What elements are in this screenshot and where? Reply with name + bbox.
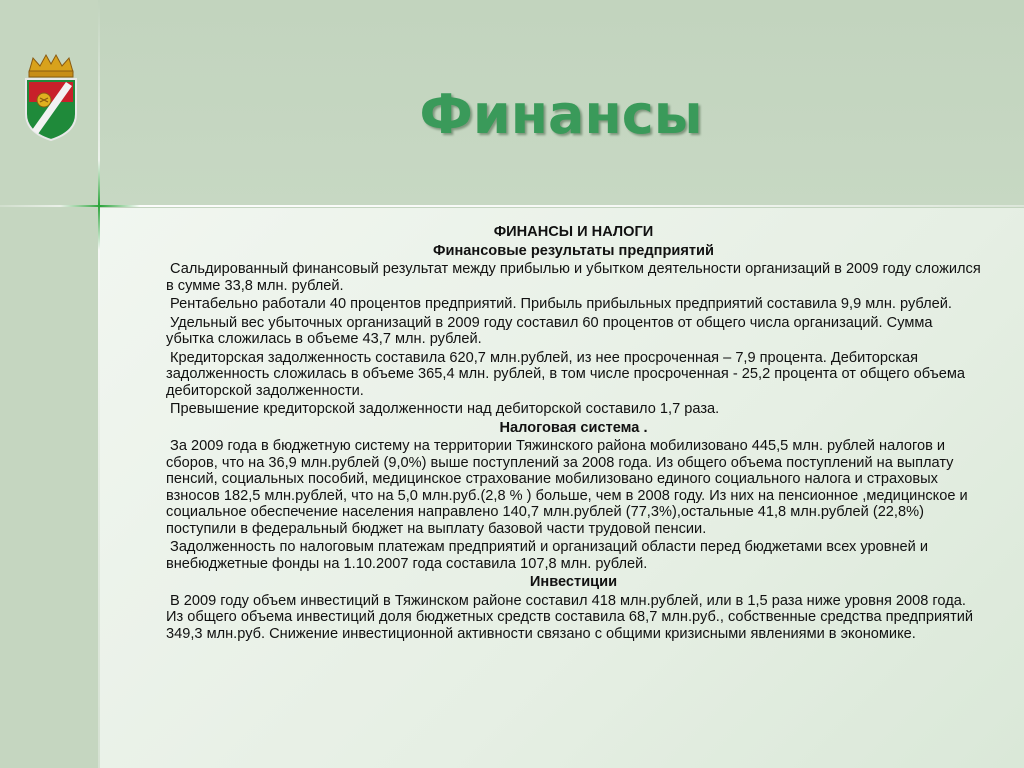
paragraph: Кредиторская задолженность составила 620,7 млн.рублей, из нее просроченная – 7,9 процента. Дебиторская задолженность сложилась в объеме 365,4 млн. рублей, в том числе просроченная - 25,2 процента от общего объема дебиторской задолженности.	[166, 349, 965, 399]
coat-of-arms-icon	[20, 52, 82, 142]
paragraph: Рентабельно работали 40 процентов предприятий. Прибыль прибыльных предприятий составила 9,9 млн. рублей.	[170, 296, 952, 312]
page-title: Финансы	[419, 83, 703, 146]
paragraph: Задолженность по налоговым платежам предприятий и организаций области перед бюджетами всех уровней и внебюджетные фонды на 1.10.2007 года составила 107,8 млн. рублей.	[166, 539, 928, 572]
paragraph: Удельный вес убыточных организаций в 2009 году составил 60 процентов от общего числа организаций. Сумма убытка сложилась в объеме 43,7 млн. рублей.	[166, 314, 933, 347]
tax-heading: Налоговая система .	[499, 419, 648, 436]
section-heading: ФИНАНСЫ И НАЛОГИ	[493, 224, 654, 240]
slide-body	[166, 222, 981, 644]
sparkle-horizontal	[60, 205, 140, 207]
paragraph: За 2009 года в бюджетную систему на территории Тяжинского района мобилизовано 445,5 млн. рублей налогов и сборов, что на 36,9 млн.рублей (9,0%) выше поступлений за 2008 года. Из общего объема поступлений на выплату пенсий, социальных пособий, медицинское страхование мобилизовано единого социального налога и страховых взносов 182,5 млн.рублей, что на 5,0 млн.руб.(2,8 % ) больше, чем в 2008 году. Из них на пенсионное ,медицинское и социальное обеспечение населения направлено 140,7 млн.рублей (77,3%),остальные 41,8 млн.рублей (22,8%) поступили в федеральный бюджет на выплату базовой части трудовой пенсии.	[166, 438, 968, 537]
paragraph: В 2009 году объем инвестиций в Тяжинском районе составил 418 млн.рублей, или в 1,5 раза ниже уровня 2008 года. Из общего объема инвестиций доля бюджетных средств составила 68,7 млн.руб., собственные средства предприятий 349,3 млн.руб. Снижение инвестиционной активности связано с общими кризисными явлениями в экономике.	[166, 592, 974, 642]
paragraph: Сальдированный финансовый результат между прибылью и убытком деятельности организаций в 2009 году сложился в сумме 33,8 млн. рублей.	[166, 261, 981, 294]
horizontal-divider	[0, 205, 1024, 207]
section-subheading: Финансовые результаты предприятий	[433, 242, 714, 259]
paragraph: Превышение кредиторской задолженности над дебиторской составило 1,7 раза.	[170, 401, 720, 417]
invest-heading: Инвестиции	[529, 574, 618, 590]
